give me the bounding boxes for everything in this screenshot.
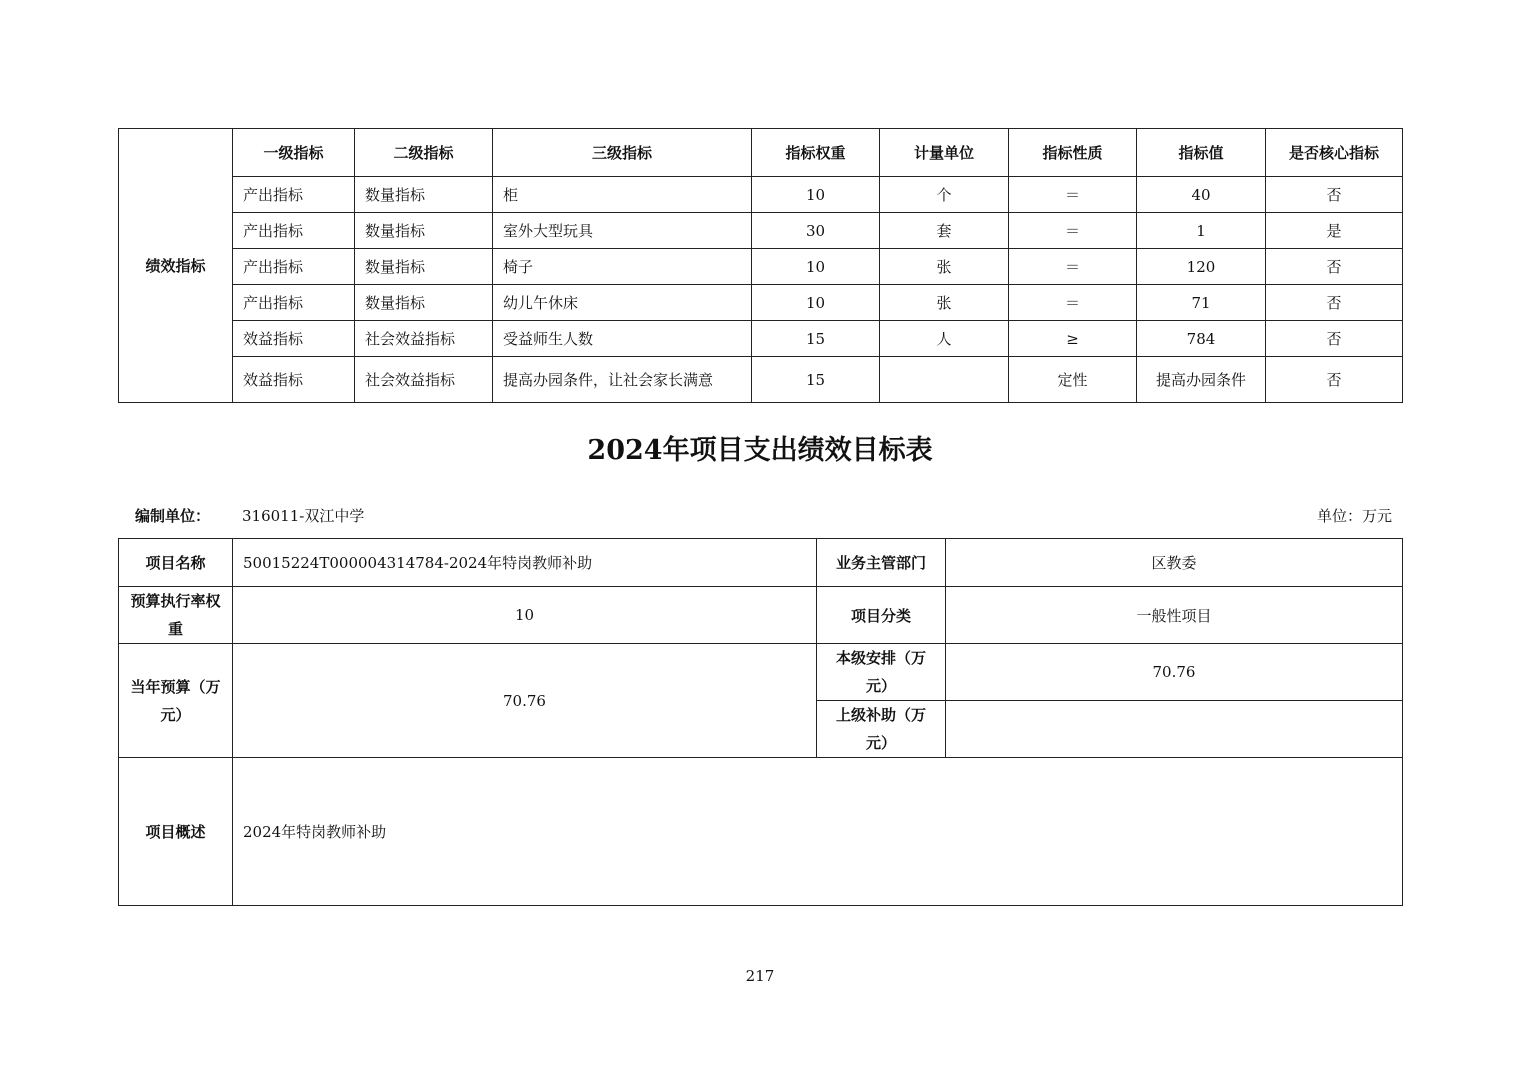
weight-cell: 15 <box>752 357 880 403</box>
level2-cell: 社会效益指标 <box>355 357 493 403</box>
core-cell: 否 <box>1266 177 1403 213</box>
weight-cell: 10 <box>752 285 880 321</box>
project-name-value: 50015224T000004314784-2024年特岗教师补助 <box>233 539 817 587</box>
level3-cell: 幼儿午休床 <box>493 285 752 321</box>
nature-cell: ＝ <box>1009 177 1137 213</box>
category-label: 项目分类 <box>817 587 946 644</box>
weight-cell: 30 <box>752 213 880 249</box>
column-header: 计量单位 <box>880 129 1009 177</box>
level1-cell: 产出指标 <box>233 249 355 285</box>
department-label: 业务主管部门 <box>817 539 946 587</box>
column-header: 三级指标 <box>493 129 752 177</box>
unit-cell: 人 <box>880 321 1009 357</box>
column-header: 一级指标 <box>233 129 355 177</box>
core-cell: 是 <box>1266 213 1403 249</box>
level1-cell: 产出指标 <box>233 285 355 321</box>
page-title: 2024年项目支出绩效目标表 <box>587 435 933 466</box>
core-cell: 否 <box>1266 249 1403 285</box>
column-header: 二级指标 <box>355 129 493 177</box>
project-name-label: 项目名称 <box>119 539 233 587</box>
category-value: 一般性项目 <box>946 587 1403 644</box>
value-cell: 120 <box>1137 249 1266 285</box>
value-cell: 71 <box>1137 285 1266 321</box>
table-row <box>119 357 1403 403</box>
level1-cell: 效益指标 <box>233 321 355 357</box>
column-header: 指标值 <box>1137 129 1266 177</box>
value-cell: 1 <box>1137 213 1266 249</box>
weight-cell: 10 <box>752 249 880 285</box>
level1-cell: 效益指标 <box>233 357 355 403</box>
budget-weight-label: 预算执行率权重 <box>119 587 233 644</box>
core-cell: 否 <box>1266 321 1403 357</box>
summary-label: 项目概述 <box>119 758 233 906</box>
summary-value: 2024年特岗教师补助 <box>233 758 1403 906</box>
weight-cell: 10 <box>752 177 880 213</box>
nature-cell: ≥ <box>1009 321 1137 357</box>
value-cell: 40 <box>1137 177 1266 213</box>
table-header-row <box>119 129 1403 177</box>
level3-cell: 椅子 <box>493 249 752 285</box>
level1-cell: 产出指标 <box>233 177 355 213</box>
unit-cell: 套 <box>880 213 1009 249</box>
table-row <box>119 249 1403 285</box>
side-label: 绩效指标 <box>119 129 233 403</box>
department-value: 区教委 <box>946 539 1403 587</box>
level2-cell: 数量指标 <box>355 249 493 285</box>
level3-cell: 室外大型玩具 <box>493 213 752 249</box>
weight-cell: 15 <box>752 321 880 357</box>
level2-cell: 数量指标 <box>355 285 493 321</box>
value-cell: 提高办园条件 <box>1137 357 1266 403</box>
nature-cell: ＝ <box>1009 285 1137 321</box>
level3-cell: 柜 <box>493 177 752 213</box>
column-header: 指标性质 <box>1009 129 1137 177</box>
performance-indicator-table <box>118 128 1403 403</box>
level3-cell: 受益师生人数 <box>493 321 752 357</box>
level3-cell: 提高办园条件，让社会家长满意 <box>493 357 752 403</box>
table-row <box>119 177 1403 213</box>
table-row <box>119 587 1403 644</box>
currency-unit: 单位：万元 <box>1316 507 1392 525</box>
core-cell: 否 <box>1266 357 1403 403</box>
table-row <box>119 285 1403 321</box>
compiling-unit-value: 316011-双江中学 <box>242 507 365 525</box>
unit-cell: 个 <box>880 177 1009 213</box>
superior-subsidy-label: 上级补助（万元） <box>817 701 946 758</box>
nature-cell: ＝ <box>1009 213 1137 249</box>
table-row <box>119 539 1403 587</box>
column-header: 是否核心指标 <box>1266 129 1403 177</box>
annual-budget-label: 当年预算（万元） <box>119 644 233 758</box>
level2-cell: 数量指标 <box>355 213 493 249</box>
unit-cell <box>880 357 1009 403</box>
budget-weight-value: 10 <box>233 587 817 644</box>
annual-budget-value: 70.76 <box>233 644 817 758</box>
column-header: 指标权重 <box>752 129 880 177</box>
core-cell: 否 <box>1266 285 1403 321</box>
nature-cell: 定性 <box>1009 357 1137 403</box>
page-number: 217 <box>745 967 775 985</box>
level1-cell: 产出指标 <box>233 213 355 249</box>
table-row <box>119 321 1403 357</box>
value-cell: 784 <box>1137 321 1266 357</box>
local-allocation-value: 70.76 <box>946 644 1403 701</box>
unit-cell: 张 <box>880 285 1009 321</box>
compiling-unit-label: 编制单位： <box>135 507 211 525</box>
table-row <box>119 213 1403 249</box>
table-row <box>119 758 1403 906</box>
local-allocation-label: 本级安排（万元） <box>817 644 946 701</box>
nature-cell: ＝ <box>1009 249 1137 285</box>
superior-subsidy-value <box>946 701 1403 758</box>
level2-cell: 社会效益指标 <box>355 321 493 357</box>
unit-cell: 张 <box>880 249 1009 285</box>
project-info-table <box>118 538 1403 906</box>
level2-cell: 数量指标 <box>355 177 493 213</box>
table-row <box>119 644 1403 701</box>
